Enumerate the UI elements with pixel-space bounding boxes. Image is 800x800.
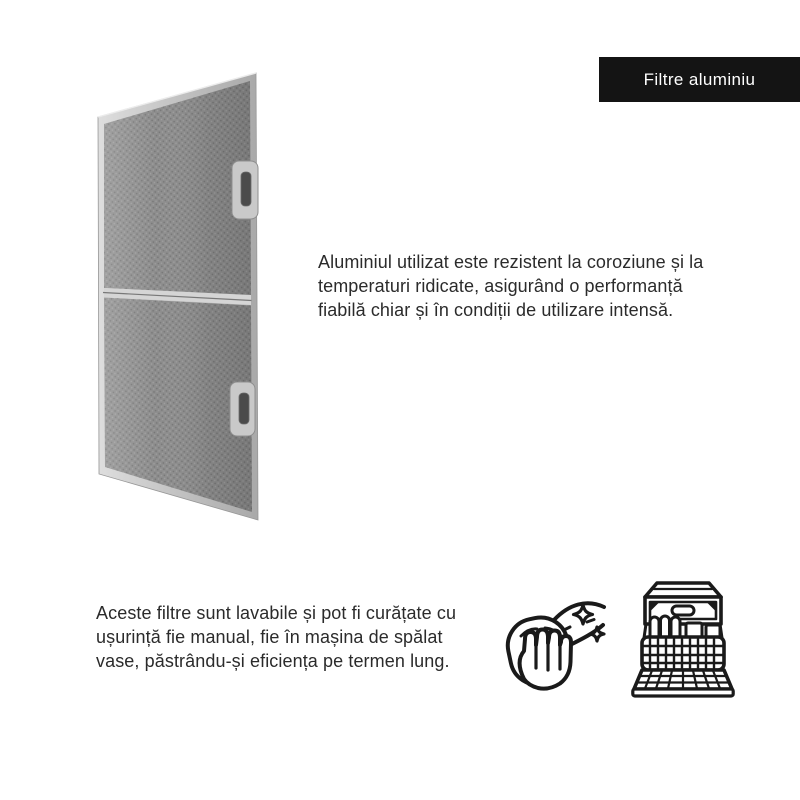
filter-handle-bottom bbox=[230, 382, 255, 436]
hand-wipe-clean-icon bbox=[497, 592, 609, 696]
category-badge-label: Filtre aluminiu bbox=[643, 69, 756, 89]
dishwasher-icon bbox=[631, 576, 735, 698]
filter-handle-top bbox=[232, 161, 258, 219]
aluminium-filter-image bbox=[75, 60, 275, 535]
durability-paragraph bbox=[318, 250, 703, 322]
category-badge bbox=[599, 57, 800, 102]
text-line: Aluminiul utilizat este rezistent la coroziune și la bbox=[318, 252, 704, 272]
text-line: fiabilă chiar și în condiții de utilizare intensă. bbox=[318, 300, 674, 320]
text-line: vase, păstrându-și eficiența pe termen lung. bbox=[96, 651, 450, 671]
cleaning-paragraph bbox=[96, 601, 456, 673]
sparkle-icon bbox=[590, 627, 604, 641]
text-line: ușurință fie manual, fie în mașina de spălat bbox=[96, 627, 443, 647]
text-line: Aceste filtre sunt lavabile și pot fi curățate cu bbox=[96, 603, 457, 623]
text-line: temperaturi ridicate, asigurând o performanță bbox=[318, 276, 683, 296]
